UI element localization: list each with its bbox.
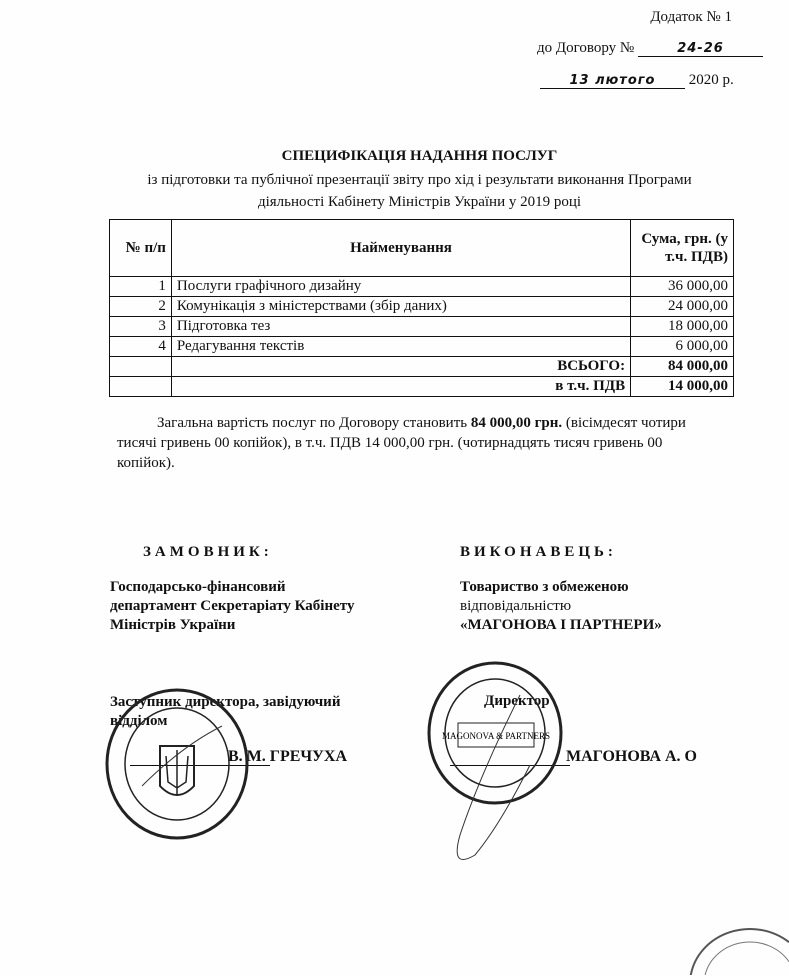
row-sum: 18 000,00 <box>631 317 734 337</box>
appendix-label: Додаток № 1 <box>650 9 732 25</box>
row-name: Комунікація з міністерствами (збір даних) <box>171 297 630 317</box>
doc-subtitle-2: діяльності Кабінету Міністрів України у 2019 році <box>257 194 582 210</box>
customer-stamp <box>102 686 252 842</box>
signature-stroke <box>457 695 530 860</box>
contractor-org: Товариство з обмеженою відповідальністю «МАГОНОВА І ПАРТНЕРИ» <box>460 579 662 633</box>
paragraph-text: Загальна вартість послуг по Договору становить <box>157 415 471 431</box>
row-name: Підготовка тез <box>171 317 630 337</box>
col-number: № п/п <box>110 220 172 277</box>
customer-signatory: В. М. ГРЕЧУХА <box>228 748 347 765</box>
vat-row <box>110 377 734 397</box>
col-name: Найменування <box>171 220 630 277</box>
customer-position: Заступник директора, завідуючий відділом <box>110 694 341 729</box>
stamp-center-text: MAGONOVA & PARTNERS <box>442 731 550 741</box>
total-row <box>110 357 734 377</box>
total-paragraph <box>117 413 722 473</box>
contractor-position: Директор <box>484 693 550 709</box>
total-label: ВСЬОГО: <box>171 357 630 377</box>
contractor-stamp <box>420 655 570 885</box>
paragraph-text-2: (вісімдесят чотири тисячі гривень 00 копійок), в т.ч. ПДВ 14 000,00 грн. (чотирнадцять тисяч гривень 00 копійок). <box>117 415 686 471</box>
table-row <box>110 337 734 357</box>
contract-prefix: до Договору № <box>537 40 635 56</box>
customer-org: Господарсько-фінансовий департамент Секретаріату Кабінету Міністрів України <box>110 579 355 633</box>
contract-number: 24-26 <box>638 41 763 57</box>
table-row <box>110 277 734 297</box>
doc-title: СПЕЦИФІКАЦІЯ НАДАННЯ ПОСЛУГ <box>281 148 558 164</box>
date-handwritten: 13 лютого <box>540 73 685 89</box>
customer-heading: ЗАМОВНИК: <box>143 544 273 560</box>
services-table <box>109 219 734 397</box>
paragraph-amount: 84 000,00 грн. <box>470 415 563 431</box>
row-number: 2 <box>110 297 172 317</box>
row-name: Послуги графічного дизайну <box>171 277 630 297</box>
table-row <box>110 317 734 337</box>
total-value: 84 000,00 <box>631 357 734 377</box>
vat-label: в т.ч. ПДВ <box>171 377 630 397</box>
date-year: 2020 р. <box>688 72 734 88</box>
row-number: 3 <box>110 317 172 337</box>
row-sum: 6 000,00 <box>631 337 734 357</box>
vat-value: 14 000,00 <box>631 377 734 397</box>
table-header <box>110 220 734 277</box>
row-number: 1 <box>110 277 172 297</box>
row-number: 4 <box>110 337 172 357</box>
doc-subtitle-1: із підготовки та публічної презентації звіту про хід і результати виконання Програми <box>147 172 692 188</box>
row-name: Редагування текстів <box>171 337 630 357</box>
contract-date <box>540 72 734 89</box>
contractor-heading: ВИКОНАВЕЦЬ: <box>460 544 617 560</box>
partial-stamp <box>670 914 789 975</box>
col-sum: Сума, грн. (у т.ч. ПДВ) <box>631 220 734 277</box>
contract-ref <box>537 40 763 57</box>
row-sum: 24 000,00 <box>631 297 734 317</box>
table-row <box>110 297 734 317</box>
contractor-signatory: МАГОНОВА А. О <box>566 748 697 765</box>
row-sum: 36 000,00 <box>631 277 734 297</box>
